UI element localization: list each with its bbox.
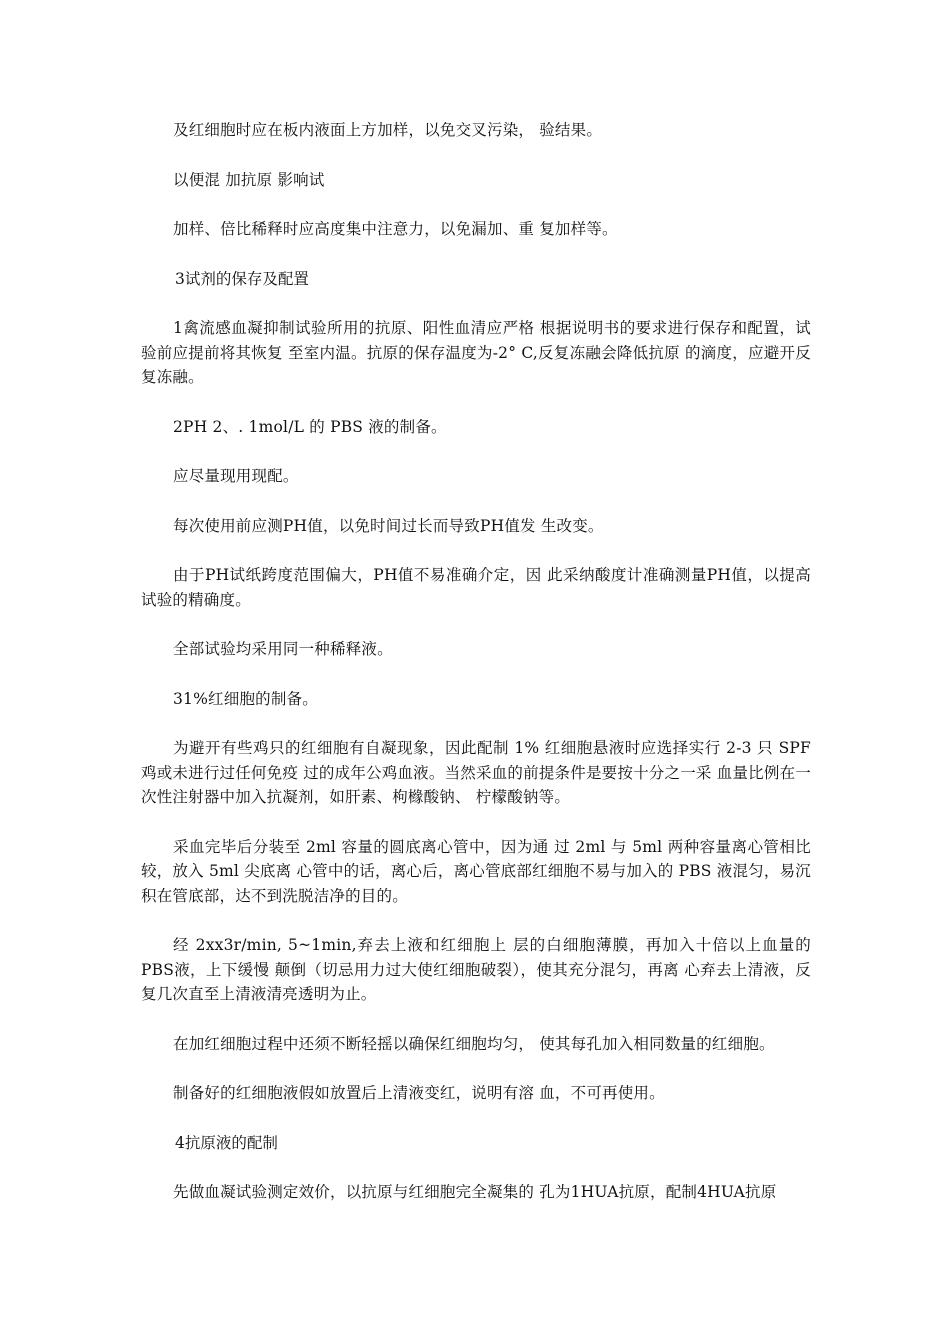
- paragraph-rbc-heading: 31%红细胞的制备。: [173, 689, 318, 708]
- paragraph-shaking: 在加红细胞过程中还须不断轻摇以确保红细胞均匀， 使其每孔加入相同数量的红细胞。: [173, 1034, 775, 1053]
- paragraph-1: 及红细胞时应在板内液面上方加样，以免交叉污染， 验结果。: [173, 121, 603, 139]
- paragraph-pbs-prep: 2PH 2、. 1mol/L 的 PBS 液的制备。: [173, 417, 447, 436]
- paragraph-3: 加样、倍比稀释时应高度集中注意力，以免漏加、重 复加样等。: [173, 220, 618, 238]
- paragraph-rbc-source: 为避开有些鸡只的红细胞有自凝现象，因此配制 1% 红细胞悬液时应选择实行 2-3 只 SPF鸡或未进行过任何免疫 过的成年公鸡血液。当然采血的前提条件是要按十分之一采 血量比例在一次性注射器中加入抗凝剂，如肝素、枸橼酸钠、 柠檬酸钠等。: [141, 739, 811, 806]
- section-heading-4: 4抗原液的配制: [175, 1133, 278, 1152]
- paragraph-washing: 经 2xx3r/min, 5~1min,弃去上液和红细胞上 层的白细胞薄膜，再加入十倍以上血量的PBS液，上下缓慢 颠倒（切忌用力过大使红细胞破裂），使其充分混匀，再离 心弃去上清液，反复几次直至上清液清亮透明为止。: [141, 936, 811, 1003]
- paragraph-reagent-storage: 1禽流感血凝抑制试验所用的抗原、阳性血清应严格 根据说明书的要求进行保存和配置，试验前应提前将其恢复 至室内温。抗原的保存温度为-2° C,反复冻融会降低抗原 的滴度，应避开反复冻融。: [141, 319, 811, 386]
- paragraph-hemolysis: 制备好的红细胞液假如放置后上清液变红，说明有溶 血，不可再使用。: [173, 1084, 665, 1102]
- paragraph-ph-meter: 由于PH试纸跨度范围偏大，PH值不易准确介定，因 此采纳酸度计准确测量PH值，以提高试验的精确度。: [141, 566, 811, 609]
- paragraph-diluent: 全部试验均采用同一种稀释液。: [173, 640, 393, 658]
- section-heading-3: 3试剂的保存及配置: [175, 269, 309, 288]
- paragraph-ph-check: 每次使用前应测PH值，以免时间过长而导致PH值发 生改变。: [173, 516, 604, 535]
- document-page: [141, 118, 811, 1205]
- paragraph-2: 以便混 加抗原 影响试: [173, 170, 325, 189]
- paragraph-antigen-prep: 先做血凝试验测定效价，以抗原与红细胞完全凝集的 孔为1HUA抗原，配制4HUA抗原: [173, 1183, 777, 1201]
- paragraph-centrifuge-tubes: 采血完毕后分装至 2ml 容量的圆底离心管中，因为通 过 2ml 与 5ml 两种容量离心管相比较，放入 5ml 尖底离 心管中的话，离心后，离心管底部红细胞不易与加入的 PBS 液混匀，易沉积在管底部，达不到洗脱洁净的目的。: [141, 837, 811, 905]
- paragraph-fresh: 应尽量现用现配。: [173, 467, 299, 485]
